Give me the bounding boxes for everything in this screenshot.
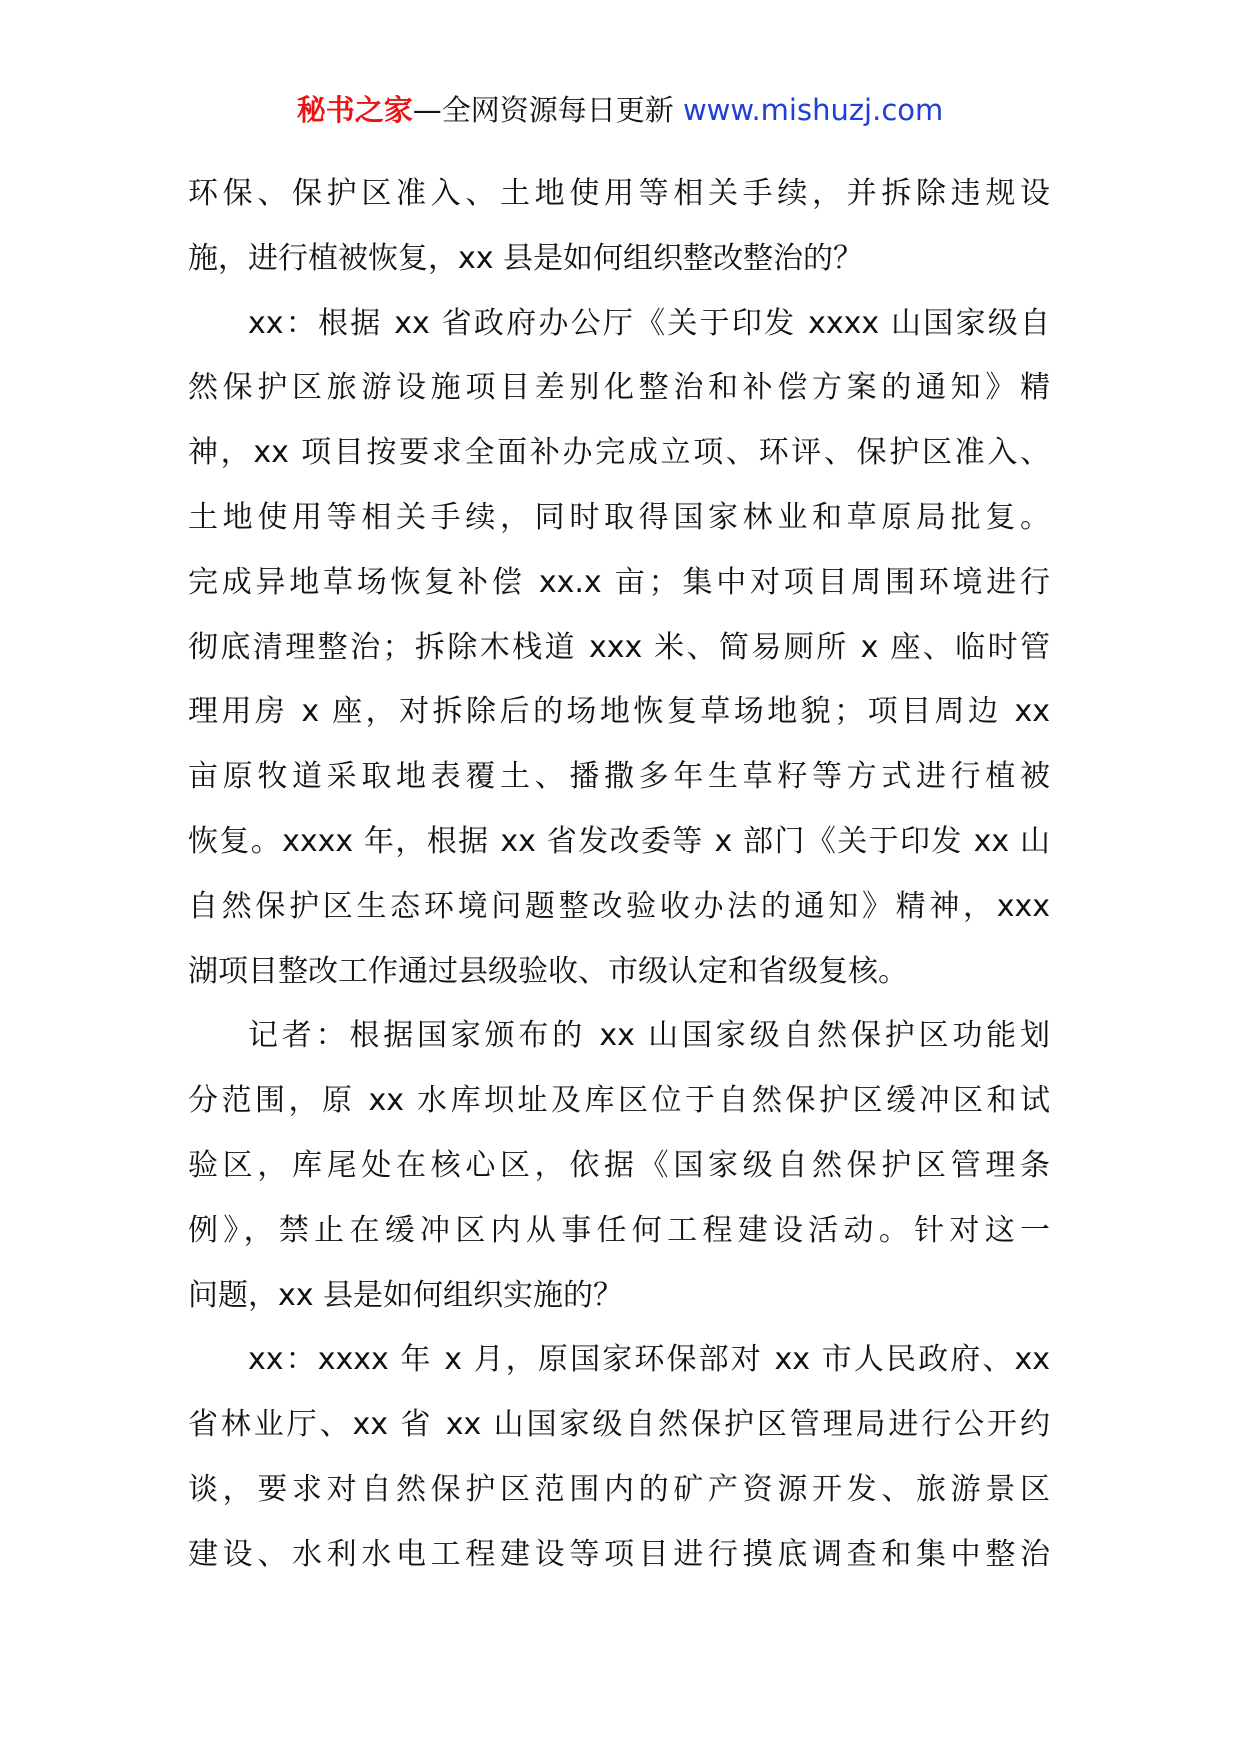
site-url[interactable]: www.mishuzj.com (682, 93, 944, 127)
text-line: xx：根据 xx 省政府办公厅《关于印发 xxxx 山国家级自 (248, 305, 1050, 341)
text-line: 亩原牧道采取地表覆土、播撒多年生草籽等方式进行植被 (188, 759, 1050, 795)
text-line: xx：xxxx 年 x 月，原国家环保部对 xx 市人民政府、xx (248, 1342, 1050, 1378)
text-line: 环保、保护区准入、土地使用等相关手续，并拆除违规设 (188, 176, 1050, 211)
paragraph-answer-1 (188, 292, 1050, 1005)
paragraph-answer-2 (188, 1328, 1050, 1587)
paragraph-question-2 (188, 1004, 1050, 1328)
text-line: 省林业厅、xx 省 xx 山国家级自然保护区管理局进行公开约 (188, 1407, 1050, 1443)
text-line: 土地使用等相关手续，同时取得国家林业和草原局批复。 (188, 499, 1050, 535)
site-header (0, 90, 1240, 130)
site-tagline: —全网资源每日更新 (412, 93, 674, 127)
document-body (188, 162, 1050, 1588)
text-line: 然保护区旅游设施项目差别化整治和补偿方案的通知》精 (188, 370, 1050, 406)
text-line: 理用房 x 座，对拆除后的场地恢复草场地貌；项目周边 xx (188, 694, 1050, 730)
site-brand: 秘书之家 (296, 93, 413, 127)
text-line: 谈，要求对自然保护区范围内的矿产资源开发、旅游景区 (188, 1471, 1050, 1507)
text-line: 彻底清理整治；拆除木栈道 xxx 米、简易厕所 x 座、临时管 (188, 629, 1050, 665)
text-line: 恢复。xxxx 年，根据 xx 省发改委等 x 部门《关于印发 xx 山 (188, 823, 1050, 859)
text-line: 自然保护区生态环境问题整改验收办法的通知》精神，xxx (188, 888, 1050, 924)
text-line: 问题，xx 县是如何组织实施的？ (188, 1277, 624, 1313)
text-line: 建设、水利水电工程建设等项目进行摸底调查和集中整治 (188, 1536, 1050, 1572)
paragraph-question-continuation (188, 162, 1050, 292)
text-line: 施，进行植被恢复，xx 县是如何组织整改整治的？ (188, 240, 864, 276)
text-line: 分范围，原 xx 水库坝址及库区位于自然保护区缓冲区和试 (188, 1083, 1050, 1119)
text-line: 神，xx 项目按要求全面补办完成立项、环评、保护区准入、 (188, 435, 1050, 471)
text-line: 完成异地草场恢复补偿 xx.x 亩；集中对项目周围环境进行 (188, 564, 1050, 600)
text-line: 例》，禁止在缓冲区内从事任何工程建设活动。针对这一 (188, 1212, 1050, 1248)
text-line: 记者：根据国家颁布的 xx 山国家级自然保护区功能划 (248, 1018, 1050, 1054)
text-line: 验区，库尾处在核心区，依据《国家级自然保护区管理条 (188, 1147, 1050, 1183)
text-line: 湖项目整改工作通过县级验收、市级认定和省级复核。 (188, 953, 908, 989)
